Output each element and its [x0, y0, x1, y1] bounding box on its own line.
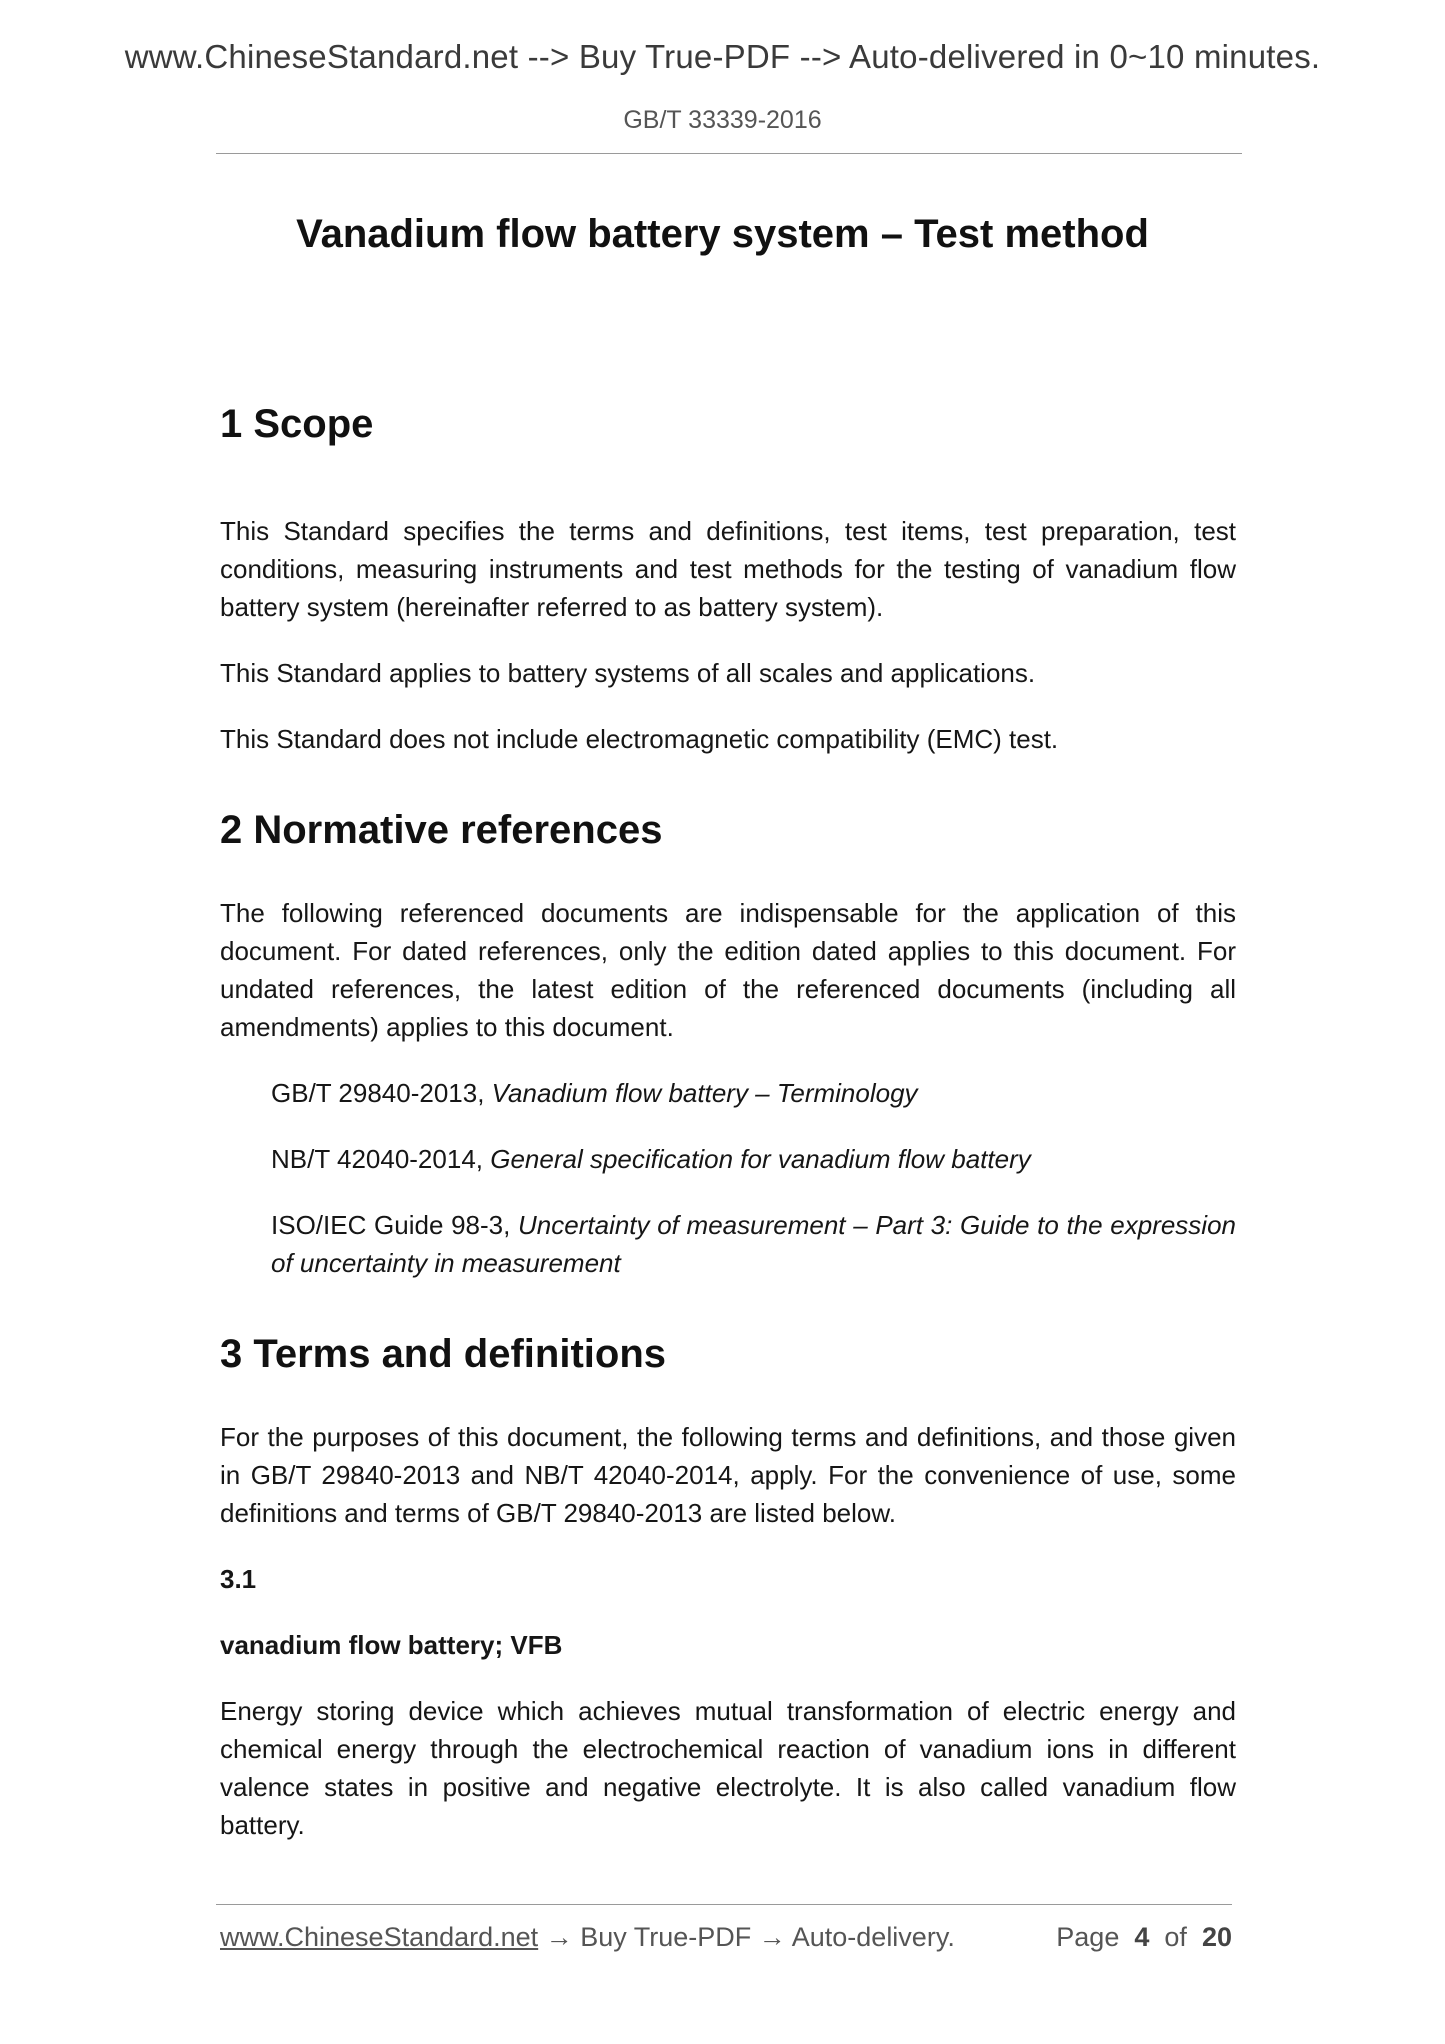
reference-title: Vanadium flow battery – Terminology	[491, 1078, 918, 1108]
scope-paragraph-2: This Standard applies to battery systems of all scales and applications.	[220, 658, 1036, 688]
scope-paragraph-3: This Standard does not include electromagnetic compatibility (EMC) test.	[220, 724, 1059, 754]
reference-code: NB/T 42040-2014,	[271, 1144, 491, 1174]
footer-divider	[216, 1904, 1232, 1905]
normative-intro: The following referenced documents are indispensable for the application of this document. For dated references, only the edition dated applies to this document. For undated references, the latest edition of the referenced documents (including all amendments) applies to this document.	[220, 898, 1236, 1042]
reference-item	[271, 1206, 1236, 1282]
page-footer	[220, 1922, 1232, 1962]
terms-intro: For the purposes of this document, the following terms and definitions, and those given in GB/T 29840-2013 and NB/T 42040-2014, apply. For the convenience of use, some definitions and terms of GB/T 29840-2013 are listed below.	[220, 1422, 1236, 1528]
section-heading-scope: 1 Scope	[220, 402, 374, 446]
reference-item	[271, 1074, 1236, 1112]
page-indicator	[1056, 1922, 1232, 1953]
section-heading-normative-references: 2 Normative references	[220, 808, 663, 852]
term-name: vanadium flow battery; VFB	[220, 1630, 563, 1660]
term-number: 3.1	[220, 1564, 257, 1594]
page-of: of	[1164, 1922, 1187, 1952]
reference-title: General specification for vanadium flow battery	[490, 1144, 1031, 1174]
document-title: Vanadium flow battery system – Test method	[296, 212, 1149, 256]
scope-paragraph-1: This Standard specifies the terms and definitions, test items, test preparation, test conditions, measuring instruments and test methods for the testing of vanadium flow battery system (hereinafter referred to as battery system).	[220, 516, 1236, 622]
term-definition: Energy storing device which achieves mutual transformation of electric energy and chemical energy through the electrochemical reaction of vanadium ions in different valence states in positive and negative electrolyte. It is also called vanadium flow battery.	[220, 1696, 1236, 1840]
reference-code: GB/T 29840-2013,	[271, 1078, 492, 1108]
footer-tagline: → Buy True-PDF → Auto-delivery.	[538, 1922, 955, 1952]
header-divider	[216, 153, 1242, 154]
reference-title: Uncertainty of measurement – Part 3: Guide to the expression of uncertainty in measurement	[271, 1210, 1237, 1278]
page-current: 4	[1134, 1922, 1150, 1952]
page-total: 20	[1201, 1922, 1232, 1952]
standard-code: GB/T 33339-2016	[623, 106, 822, 134]
footer-website-link[interactable]: www.ChineseStandard.net	[220, 1922, 539, 1952]
section-heading-terms-definitions: 3 Terms and definitions	[220, 1332, 666, 1376]
document-body	[220, 400, 1236, 1844]
page-label: Page	[1056, 1922, 1120, 1952]
reference-code: ISO/IEC Guide 98-3,	[271, 1210, 519, 1240]
top-banner: www.ChineseStandard.net --> Buy True-PDF --> Auto-delivered in 0~10 minutes.	[124, 38, 1321, 75]
footer-left	[220, 1922, 955, 1953]
reference-item	[271, 1140, 1236, 1178]
